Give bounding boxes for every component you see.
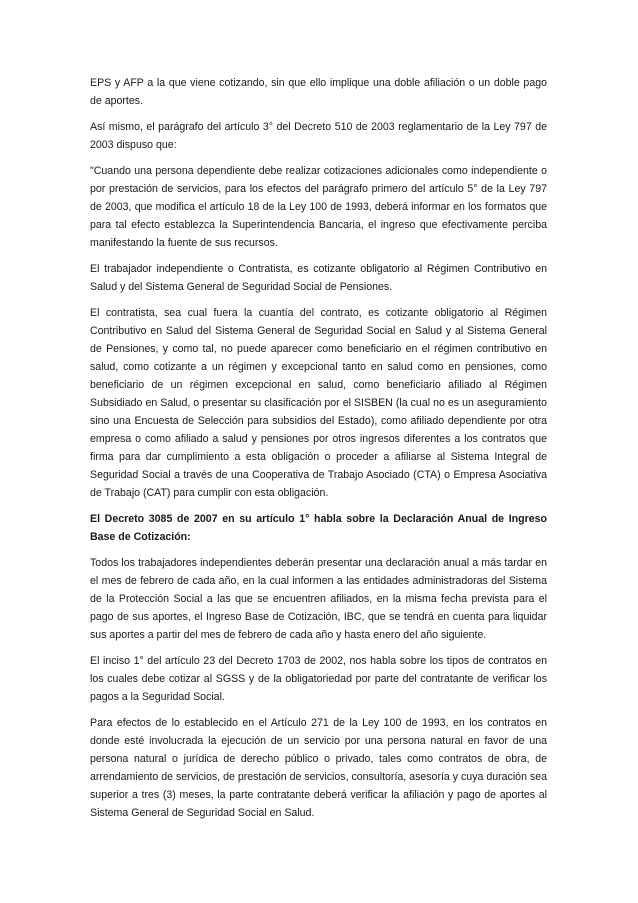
paragraph-contratista: El contratista, sea cual fuera la cuantía del contrato, es cotizante obligatorio al Régimen Contributivo en Salud del Sistema General de Seguridad Social en Salud y al Sistema General de Pensiones, y como tal, no puede aparecer como beneficiario en el régimen contributivo en salud, como cotizante a un régimen y excepcional tanto en salud como en pensiones, como beneficiario de un régimen excepcional en salud, como beneficiario afiliado al Régimen Subsidiado en Salud, o presentar su clasificación por el SISBEN (la cual no es un aseguramiento sino una Encuesta de Selección para subsidios del Estado), como afiliado dependiente por otra empresa o como afiliado a salud y pensiones por otros ingresos diferentes a los contratos que firma para dar cumplimiento a esta obligación o proceder a afiliarse al Sistema Integral de Seguridad Social a través de una Cooperativa de Trabajo Asociado (CTA) o Empresa Asociativa de Trabajo (CAT) para cumplir con esta obligación. bbox=[90, 307, 547, 499]
paragraph-decreto-1703: El inciso 1° del artículo 23 del Decreto 1703 de 2002, nos habla sobre los tipos de contratos en los cuales debe cotizar al SGSS y de la obligatoriedad por parte del contratante de verificar los pagos a la Seguridad Social. bbox=[90, 655, 547, 703]
paragraph-trabajador-independiente: El trabajador independiente o Contratista, es cotizante obligatorio al Régimen Contributivo en Salud y del Sistema General de Seguridad Social de Pensiones. bbox=[90, 263, 547, 293]
paragraph-declaracion-anual: Todos los trabajadores independientes deberán presentar una declaración anual a más tardar en el mes de febrero de cada año, en la cual informen a las entidades administradoras del Sistema de la Protección Social a las que se encuentren afiliados, en la misma fecha prevista para el pago de sus aportes, el Ingreso Base de Cotización, IBC, que se tendrá en cuenta para liquidar sus aportes a partir del mes de febrero de cada año y hasta enero del año siguiente. bbox=[90, 557, 547, 641]
paragraph-eps-afp: EPS y AFP a la que viene cotizando, sin que ello implique una doble afiliación o un doble pago de aportes. bbox=[90, 77, 547, 107]
section-heading-decreto-3085: El Decreto 3085 de 2007 en su artículo 1° habla sobre la Declaración Anual de Ingreso Base de Cotización: bbox=[90, 513, 547, 543]
paragraph-articulo-271: Para efectos de lo establecido en el Artículo 271 de la Ley 100 de 1993, en los contratos en donde esté involucrada la ejecución de un servicio por una persona natural en favor de una persona natural o jurídica de derecho público o privado, tales como contratos de obra, de arrendamiento de servicios, de prestación de servicios, consultoría, asesoría y cuya duración sea superior a tres (3) meses, la parte contratante deberá verificar la afiliación y pago de aportes al Sistema General de Seguridad Social en Salud. bbox=[90, 717, 547, 819]
paragraph-quote-dependiente: "Cuando una persona dependiente debe realizar cotizaciones adicionales como independiente o por prestación de servicios, para los efectos del parágrafo primero del artículo 5° de la Ley 797 de 2003, que modifica el artículo 18 de la Ley 100 de 1993, deberá informar en los formatos que para tal efecto establezca la Superintendencia Bancaria, el ingreso que efectivamente perciba manifestando la fuente de sus recursos. bbox=[90, 165, 547, 249]
document-body bbox=[90, 74, 547, 830]
paragraph-decreto-510: Así mismo, el parágrafo del artículo 3° del Decreto 510 de 2003 reglamentario de la Ley 797 de 2003 dispuso que: bbox=[90, 121, 547, 151]
